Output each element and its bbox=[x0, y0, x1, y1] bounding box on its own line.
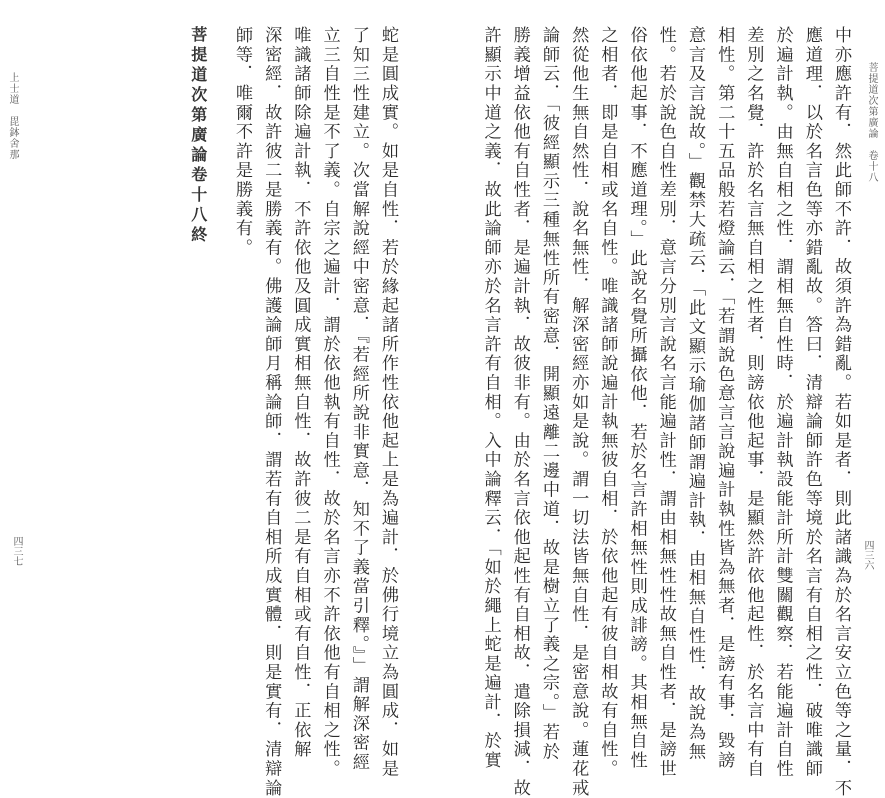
text-column: 立三自性是不了義。自宗之遍計．謂於依他執有自性．故於名言亦不許依他有自相之性。 bbox=[319, 26, 340, 779]
text-column: 相性。第二十五品般若燈論云．「若謂說色意言言說遍計執性皆為無者．是謗有事．毀謗 bbox=[714, 26, 735, 771]
right-page bbox=[440, 0, 885, 798]
text-column: 俗依他起事．不應道理。」此說名覺所攝依他．若於名言許相無性則成誹謗。其相無自性 bbox=[626, 26, 647, 771]
text-column: 唯識諸師除遍計執．不許依他及圓成實相無自性．故許彼二是有自相或有自性．正依解 bbox=[290, 26, 311, 760]
text-column: 論師云．「彼經顯示三種無性所有密意．開顯遠離二邊中道．故是樹立了義之宗。」若於 bbox=[538, 26, 559, 762]
text-column: 然從他生無自然性．說名無性．解深密經亦如是說。謂一切法皆無自性．是密意說。蓮花戒 bbox=[568, 26, 589, 798]
text-column: 蛇是圓成實。如是自性．若於緣起諸所作性依他起上是為遍計．於佛行境立為圓成．如是 bbox=[378, 26, 398, 779]
left-running-head: 上士道 毘鉢舍那 bbox=[7, 72, 18, 160]
left-body-text bbox=[184, 26, 402, 798]
spacer bbox=[213, 26, 227, 596]
text-column: 中亦應許有．然此師不許．故須許為錯亂。若如是者．則此諸識為於名言安立色等之量．不 bbox=[831, 26, 851, 798]
right-page-number: 四三六 bbox=[862, 540, 873, 570]
text-column: 應道理．以於名言色等亦錯亂故。答曰．清辯論師許色等境於名言有自相之性．破唯識師 bbox=[801, 26, 822, 779]
text-column: 差別之名覺．許於名言無自相之性者．則謗依他起事．是顯然許依他起性．於名言中有自 bbox=[743, 26, 764, 779]
text-column: 意言及言說故。」觀禁大疏云．「此文顯示瑜伽諸師謂遍計執．由相無自性性．故說為無 bbox=[684, 26, 705, 762]
text-column: 許顯示中道之義．故此論師亦於名言許有自相。入中論釋云．「如於繩上蛇是遍計．於實 bbox=[480, 26, 501, 771]
text-column: 之相者．即是自相或名自性。唯識諸師說遍計執無彼自相．於依他起有彼自相故有自性。 bbox=[597, 26, 618, 779]
text-column: 於遍計執。由無自相之性．謂相無自性時．於遍計執設能計所計雙關觀察．若能遍計自性 bbox=[772, 26, 793, 779]
text-column: 師等．唯爾不許是勝義有。 bbox=[231, 26, 252, 258]
text-column: 勝義增益依他有自性者．是遍計執．故彼非有。由於名言依他起性有自相故．遣除損減．故 bbox=[509, 26, 530, 798]
text-column: 性。若於說色自性差別．意言分別言說名言能遍計性．謂由相無性性故無自性者．是謗世 bbox=[655, 26, 676, 779]
left-page bbox=[0, 0, 440, 798]
left-page-number: 四三七 bbox=[11, 536, 22, 566]
right-running-head: 菩提道次第廣論 卷十八 bbox=[866, 62, 877, 183]
text-column: 了知三性建立。次當解說經中密意．『若經所說非實意．知不了義當引釋。』」謂解深密經 bbox=[348, 26, 369, 773]
closing-title: 菩提道次第廣論卷十八終 bbox=[188, 26, 208, 246]
text-column: 深密經．故許彼二是勝義有。佛護論師月稱論師．謂若有自相所成實體．則是實有．清辯論 bbox=[261, 26, 282, 798]
right-body-text bbox=[475, 26, 855, 798]
